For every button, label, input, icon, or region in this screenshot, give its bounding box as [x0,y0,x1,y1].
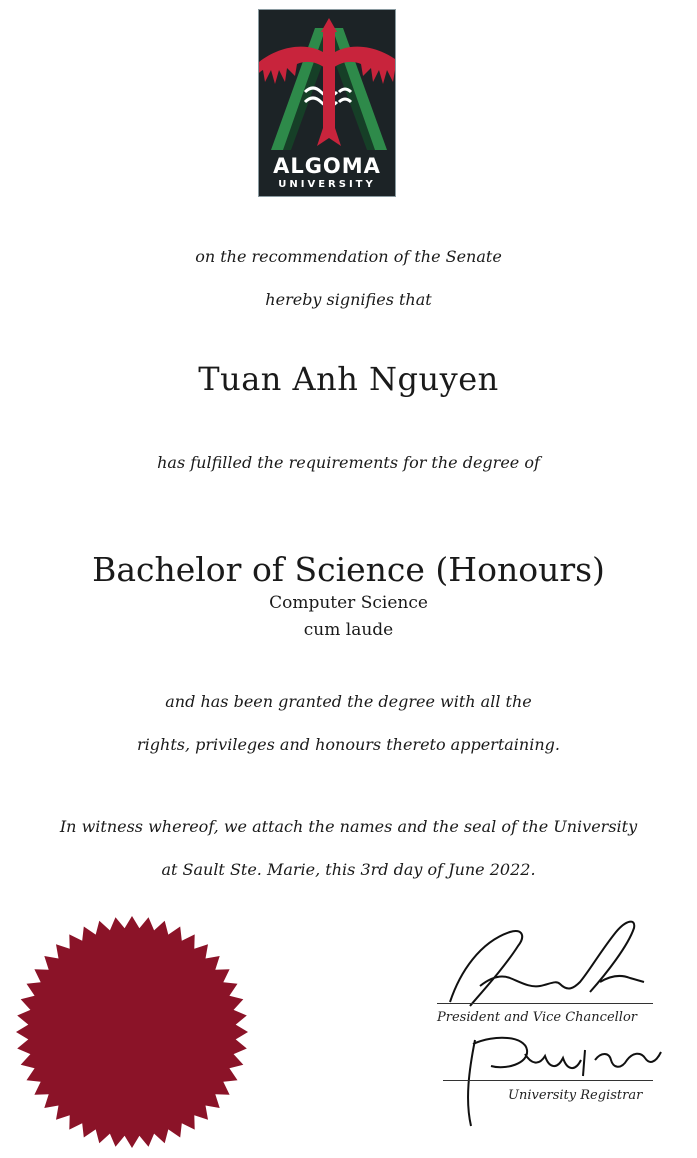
president-title: President and Vice Chancellor [437,1010,638,1025]
registrar-title: University Registrar [508,1088,643,1103]
university-logo [258,9,396,197]
granted-line-2: rights, privileges and honours thereto appertaining. [137,735,560,754]
requirement-line: has fulfilled the requirements for the degree of [157,453,540,472]
intro-line-1: on the recommendation of the Senate [195,247,502,266]
granted-line-1: and has been granted the degree with all the [165,692,532,711]
degree-distinction: cum laude [303,620,394,640]
logo-subtitle: UNIVERSITY [278,179,376,190]
witness-line-1: In witness whereof, we attach the names and the seal of the University [59,817,638,836]
thunderbird-emblem [258,10,396,160]
registrar-signature-line [443,1080,653,1081]
degree-major: Computer Science [269,593,428,613]
president-signature [440,912,660,1012]
witness-line-2: at Sault Ste. Marie, this 3rd day of June 2022. [161,860,536,879]
president-signature-line [437,1003,653,1004]
logo-wordmark: ALGOMA [273,154,381,178]
university-seal [12,912,252,1152]
intro-line-2: hereby signifies that [265,290,432,309]
degree-title: Bachelor of Science (Honours) [92,550,605,589]
recipient-name: Tuan Anh Nguyen [198,360,499,398]
